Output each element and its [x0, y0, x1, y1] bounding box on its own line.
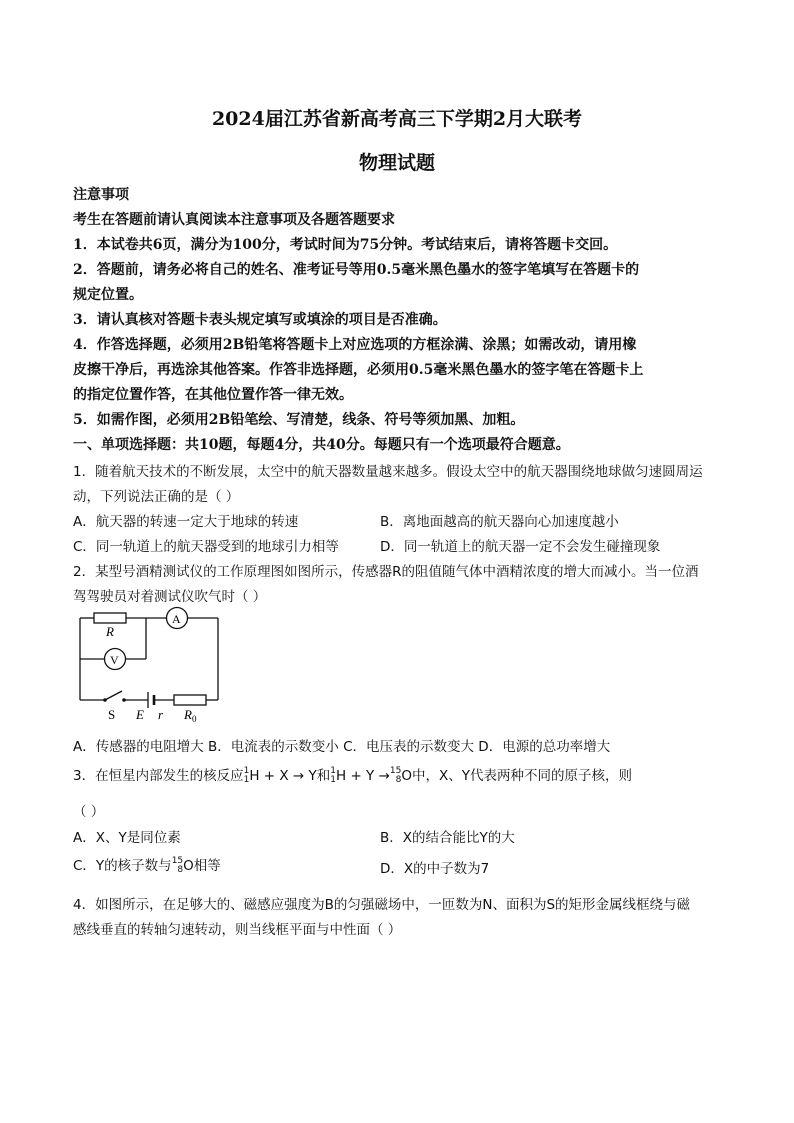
q2-stem-line-2: 驾驾驶员对着测试仪吹气时（ ）: [73, 589, 267, 605]
label-r0-sub: 0: [191, 714, 197, 724]
q3-option-c: [73, 854, 221, 875]
sensor-resistor: [94, 613, 126, 623]
notice-item-2-line-2: 规定位置。: [73, 287, 143, 303]
notice-item-3: 3．请认真核对答题卡表头规定填写或填涂的项目是否准确。: [73, 312, 447, 328]
q1-stem-line-2: 动，下列说法正确的是（ ）: [73, 489, 240, 505]
label-voltmeter: V: [110, 653, 119, 667]
q3-equation-2: H + Y →: [336, 768, 390, 784]
exam-subtitle: 物理试题: [358, 152, 435, 174]
q1-option-b: B．离地面越高的航天器向心加速度越小: [380, 514, 619, 530]
q3-stem: [73, 764, 632, 785]
switch-terminal: [122, 698, 126, 702]
label-ammeter: A: [172, 612, 181, 626]
fixed-resistor: [174, 695, 206, 705]
q3-and: 和: [316, 768, 331, 784]
label-r: R: [106, 624, 114, 639]
q3-stem-start: 3．在恒星内部发生的核反应: [73, 768, 244, 784]
q3-option-d: D．X的中子数为7: [380, 861, 490, 877]
h-atomic-number: 1: [243, 775, 250, 785]
q2-options: A．传感器的电阻增大 B．电流表的示数变小 C．电压表的示数变大 D．电源的总功率增大: [73, 739, 611, 755]
q1-option-c: C．同一轨道上的航天器受到的地球引力相等: [73, 539, 339, 555]
q3-option-a: A．X、Y是同位素: [73, 830, 181, 846]
notice-item-2-line-1: 2．答题前，请务必将自己的姓名、准考证号等用0.5毫米黑色墨水的签字笔填写在答题卡的: [73, 262, 640, 278]
q2-circuit-diagram: [70, 604, 230, 726]
q3-stem-end: 中，X、Y代表两种不同的原子核，则: [412, 768, 632, 784]
o-isotope-numbers: [390, 767, 401, 785]
q4-stem-line-1: 4．如图所示，在足够大的、磁感应强度为B的匀强磁场中，一匝数为N、面积为S的矩形金属线框绕与磁: [73, 897, 691, 913]
o-symbol: O: [401, 768, 412, 784]
h-atomic-number-2: 1: [330, 775, 336, 785]
notice-item-5: 5．如需作图，必须用2B铅笔绘、写清楚，线条、符号等须加黑、加粗。: [73, 412, 525, 428]
notice-item-4-line-1: 4．作答选择题，必须用2B铅笔将答题卡上对应选项的方框涂满、涂黑；如需改动，请用橡: [73, 337, 637, 353]
label-internal-r: r: [158, 707, 164, 722]
o-mass-number-c: 15: [171, 856, 184, 866]
section-heading: 一、单项选择题：共10题，每题4分，共40分。每题只有一个选项最符合题意。: [73, 437, 570, 453]
notice-item-4-line-2: 皮擦干净后，再选涂其他答案。作答非选择题，必须用0.5毫米黑色墨水的签字笔在答题卡上: [73, 362, 644, 378]
q1-stem-line-1: 1．随着航天技术的不断发展，太空中的航天器数量越来越多。假设太空中的航天器围绕地球做匀速圆周运: [73, 464, 703, 480]
label-r0-main: R: [184, 707, 192, 722]
o-mass-number: 15: [389, 766, 402, 776]
q3-option-c-end: O相等: [183, 858, 221, 874]
o-atomic-number-c: 8: [177, 865, 184, 875]
q1-option-a: A．航天器的转速一定大于地球的转速: [73, 514, 299, 530]
h-mass-number-2: 1: [330, 766, 336, 776]
notice-item-4-line-3: 的指定位置作答，在其他位置作答一律无效。: [73, 387, 353, 403]
q3-option-b: B．X的结合能比Y的大: [380, 830, 515, 846]
q2-stem-line-1: 2．某型号酒精测试仪的工作原理图如图所示，传感器R的阻值随气体中酒精浓度的增大而减小。当一位酒: [73, 564, 699, 580]
notice-item-1: 1．本试卷共6页，满分为100分，考试时间为75分钟。考试结束后，请将答题卡交回。: [73, 237, 618, 253]
o-isotope-numbers-c: [172, 857, 183, 875]
notice-heading: 注意事项: [73, 187, 129, 203]
switch-blade: [105, 691, 122, 700]
o-atomic-number: 8: [395, 775, 402, 785]
notice-intro: 考生在答题前请认真阅读本注意事项及各题答题要求: [73, 212, 395, 228]
label-emf: E: [136, 707, 144, 722]
h-mass-number: 1: [243, 766, 250, 776]
label-r0: [183, 707, 197, 724]
q4-stem-line-2: 感线垂直的转轴匀速转动，则当线框平面与中性面（ ）: [73, 922, 402, 938]
q1-option-d: D．同一轨道上的航天器一定不会发生碰撞现象: [380, 539, 661, 555]
q3-equation-1: H + X → Y: [249, 768, 317, 784]
exam-title: 2024届江苏省新高考高三下学期2月大联考: [211, 108, 583, 130]
q3-paren: （ ）: [73, 804, 105, 820]
label-switch: S: [108, 707, 116, 722]
q3-option-c-start: C．Y的核子数与: [73, 858, 172, 874]
